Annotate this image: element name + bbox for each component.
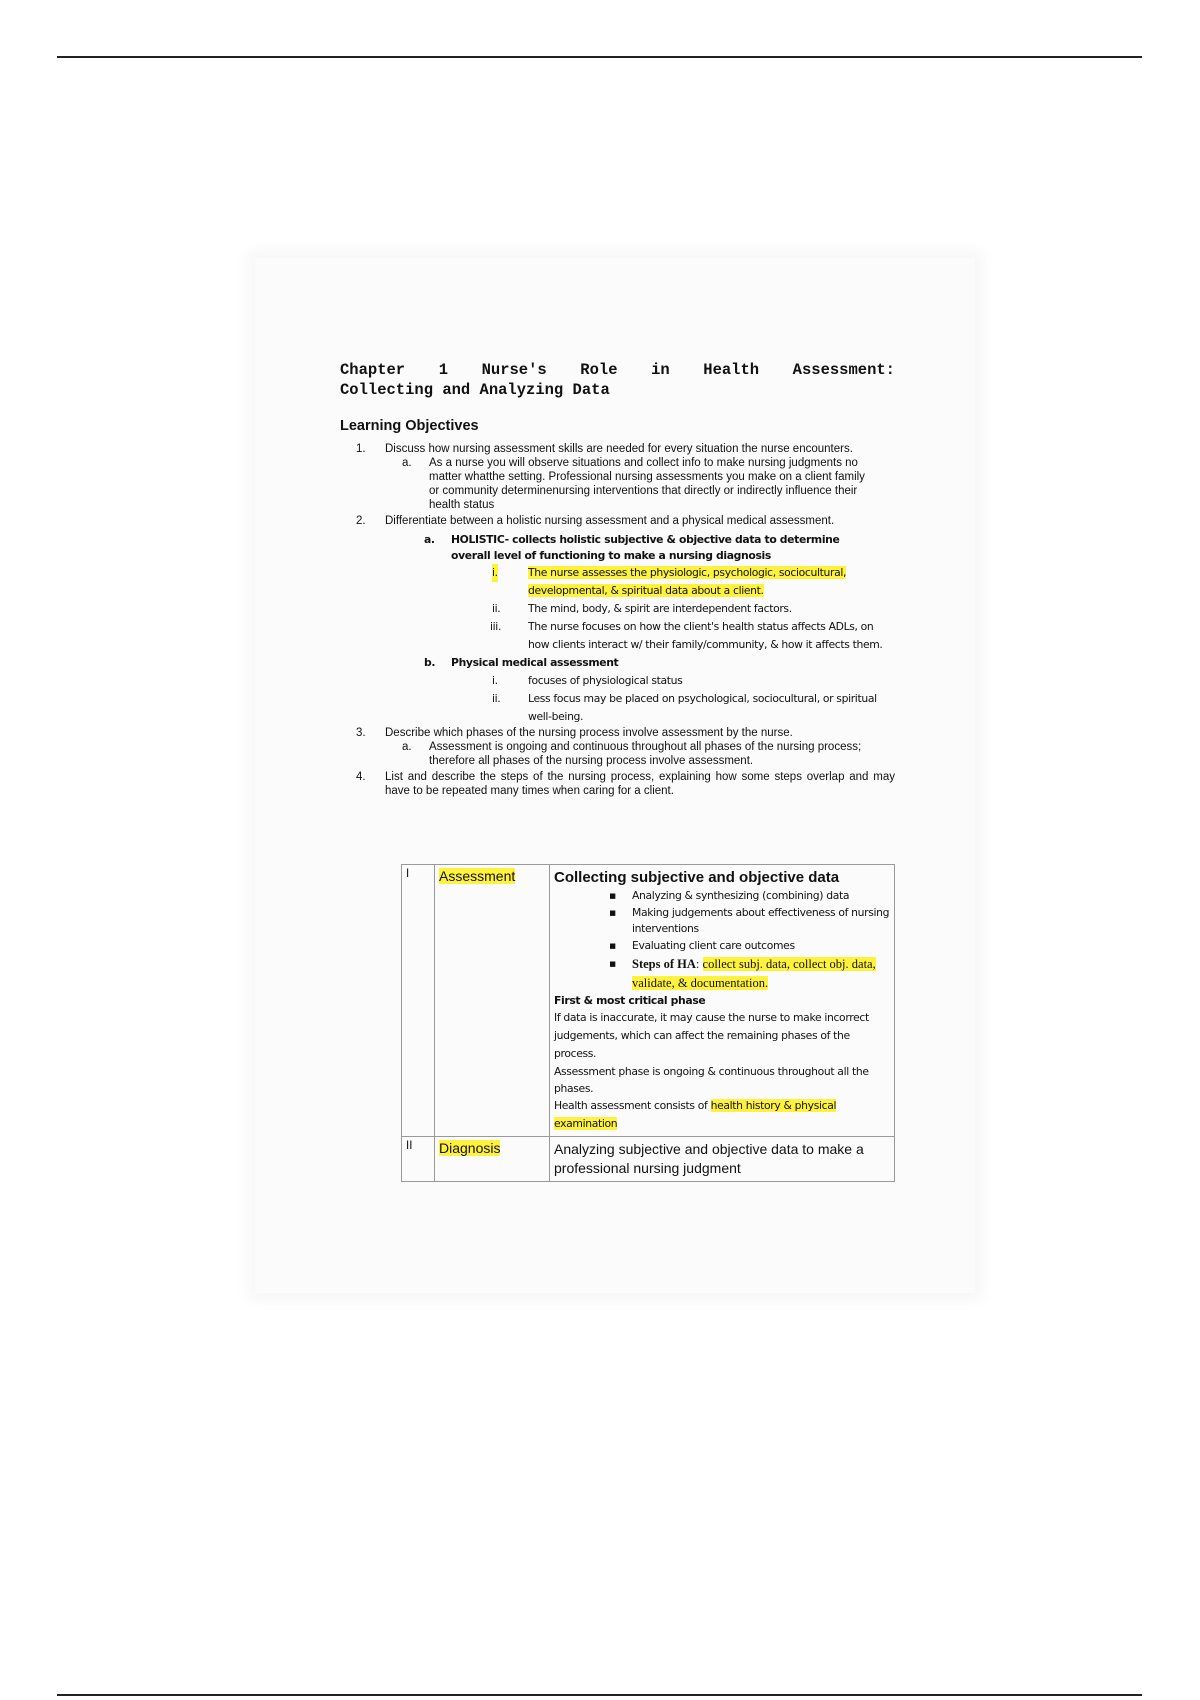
bullet-item: ▪ Evaluating client care outcomes bbox=[554, 937, 890, 955]
objective-2-a-i bbox=[340, 564, 895, 600]
list-number: 2. bbox=[356, 515, 366, 527]
bottom-rule bbox=[57, 1694, 1142, 1696]
list-letter: b. bbox=[424, 656, 436, 669]
table-row bbox=[402, 865, 895, 1137]
bullet-icon: ▪ bbox=[609, 906, 616, 919]
phase-name: Assessment bbox=[439, 868, 516, 884]
bullet-icon: ▪ bbox=[609, 939, 616, 952]
list-number: 3. bbox=[356, 727, 366, 739]
cell-note: Assessment phase is ongoing & continuous throughout all the phases. bbox=[554, 1065, 869, 1095]
phase-name-cell bbox=[435, 1137, 550, 1182]
list-number: 4. bbox=[356, 771, 366, 783]
list-roman: ii. bbox=[492, 602, 501, 615]
top-rule bbox=[57, 56, 1142, 58]
phase-name-cell bbox=[435, 865, 550, 1137]
critical-phase-note: First & most critical phase bbox=[554, 994, 706, 1007]
list-roman: ii. bbox=[492, 692, 501, 705]
phase-description-cell bbox=[550, 865, 895, 1137]
list-letter: a. bbox=[424, 533, 435, 546]
objective-2-a-iii: iii. The nurse focuses on how the client's health status affects ADLs, on how clients interact w/ their family/community, & how it affects them. bbox=[490, 620, 883, 651]
phase-numeral: II bbox=[402, 1137, 435, 1182]
phase-description: Analyzing subjective and objective data to make a professional nursing judgment bbox=[554, 1141, 864, 1176]
objective-2-a: a. HOLISTIC- collects holistic subjective & objective data to determine overall level of functioning to make a nursing diagnosis bbox=[424, 533, 840, 562]
cell-note: Health assessment consists of health history & physical examination bbox=[554, 1099, 837, 1130]
objective-2-b-i: i. focuses of physiological status bbox=[340, 672, 895, 690]
highlighted-text: health history & physical examination bbox=[554, 1099, 837, 1130]
bullet-item: ▪ Steps of HA: collect subj. data, collect obj. data, validate, & documentation. bbox=[609, 957, 876, 990]
highlighted-text: The nurse assesses the physiologic, psychologic, sociocultural, developmental, & spiritual data about a client. bbox=[528, 566, 847, 597]
document-body bbox=[340, 360, 895, 1176]
bullet-icon: ▪ bbox=[609, 889, 616, 902]
chapter-title bbox=[340, 360, 895, 400]
objective-1: 1. Discuss how nursing assessment skills are needed for every situation the nurse encounters. bbox=[356, 443, 853, 455]
list-letter: a. bbox=[402, 457, 412, 469]
bullet-item: ▪ Making judgements about effectiveness of nursing interventions bbox=[609, 906, 890, 935]
objective-4: 4. List and describe the steps of the nursing process, explaining how some steps overlap and may have to be repeated many times when caring for a client. bbox=[356, 771, 895, 797]
list-roman: i. bbox=[492, 674, 498, 687]
steps-label: Steps of HA bbox=[632, 957, 696, 971]
phase-title: Collecting subjective and objective data bbox=[554, 869, 840, 886]
objective-2-b-ii: ii. Less focus may be placed on psychological, sociocultural, or spiritual well-being. bbox=[492, 692, 877, 723]
objective-2: 2. Differentiate between a holistic nursing assessment and a physical medical assessment. bbox=[356, 515, 835, 527]
objective-3: 3. Describe which phases of the nursing process involve assessment by the nurse. bbox=[356, 727, 793, 739]
bullet-item: ▪ Analyzing & synthesizing (combining) data bbox=[554, 887, 890, 905]
phase-name: Diagnosis bbox=[439, 1140, 501, 1156]
list-number: 1. bbox=[356, 443, 366, 455]
chapter-title-line2: Collecting and Analyzing Data bbox=[340, 381, 610, 399]
cell-note: If data is inaccurate, it may cause the nurse to make incorrect judgements, which can affect the remaining phases of the process. bbox=[554, 1011, 869, 1060]
list-roman: i. bbox=[492, 564, 498, 582]
list-letter: a. bbox=[402, 741, 412, 753]
objective-2-b: b. Physical medical assessment bbox=[340, 654, 895, 672]
table-row bbox=[402, 1137, 895, 1182]
section-heading: Learning Objectives bbox=[340, 418, 479, 434]
highlighted-text: collect subj. data, collect obj. data, validate, & documentation. bbox=[632, 957, 876, 990]
objective-3-a: a. Assessment is ongoing and continuous throughout all phases of the nursing process; therefore all phases of the nursing process involve assessment. bbox=[402, 741, 862, 767]
objective-2-a-ii: ii. The mind, body, & spirit are interdependent factors. bbox=[340, 600, 895, 618]
chapter-title-line1: Chapter 1 Nurse's Role in Health Assessment: bbox=[340, 361, 895, 379]
phase-bullets bbox=[554, 887, 890, 1133]
nursing-process-table bbox=[401, 864, 895, 1182]
phase-numeral: I bbox=[402, 865, 435, 1137]
objective-1-a: a. As a nurse you will observe situations and collect info to make nursing judgments no matter whatthe setting. Professional nursing assessments you make on a client family or community determinenursing interventions that directly or indirectly influence their health status bbox=[402, 457, 865, 511]
bullet-icon: ▪ bbox=[609, 957, 616, 970]
phase-description-cell bbox=[550, 1137, 895, 1182]
list-roman: iii. bbox=[490, 620, 502, 633]
